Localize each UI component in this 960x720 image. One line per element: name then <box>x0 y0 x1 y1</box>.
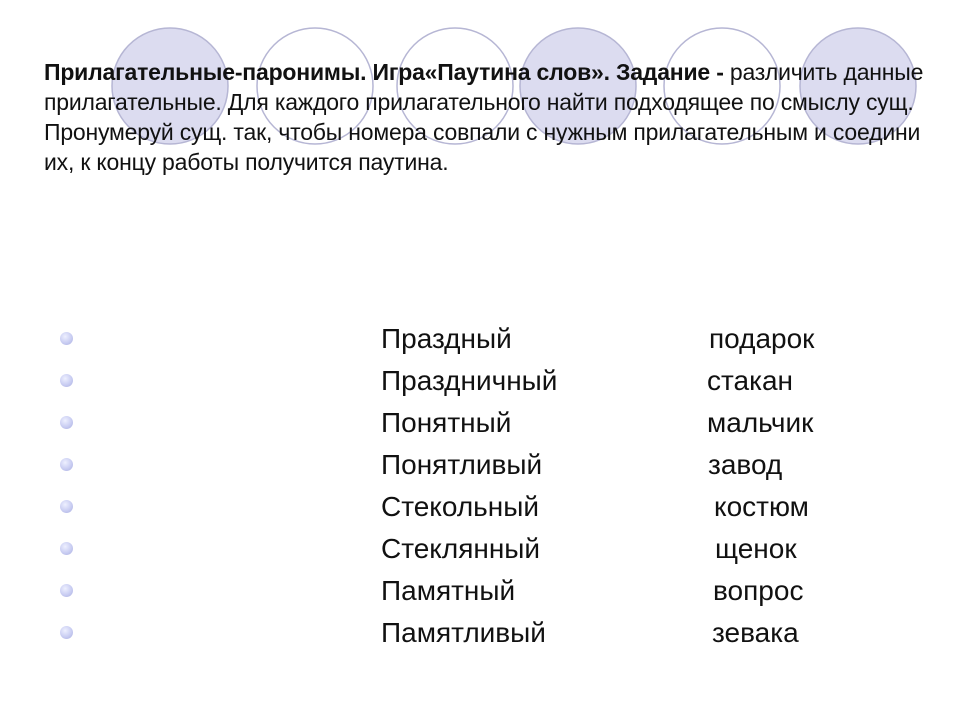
list-item <box>0 570 960 612</box>
bullet-icon <box>60 626 73 639</box>
list-item <box>0 486 960 528</box>
bullet-icon <box>60 584 73 597</box>
noun: стакан <box>707 365 793 396</box>
noun: завод <box>708 449 783 480</box>
bullet-icon <box>60 374 73 387</box>
adjective: Стекольный <box>381 491 539 522</box>
list-item <box>0 444 960 486</box>
adjective: Понятливый <box>381 449 543 480</box>
bullet-icon <box>60 416 73 429</box>
bullet-icon <box>60 332 73 345</box>
slide-title <box>44 57 924 177</box>
title-regular-part: различить данные прилагательные. Для каждого прилагательного найти подходящее по смыслу сущ. Пронумеруй сущ. так, чтобы номера совпали с нужным прилагательным и соедини их, к концу работы получится паутина. <box>44 59 924 175</box>
list-item <box>0 528 960 570</box>
list-item <box>0 402 960 444</box>
adjective: Понятный <box>381 407 512 438</box>
noun: костюм <box>714 491 809 522</box>
noun: щенок <box>715 533 797 564</box>
adjective: Праздный <box>381 323 512 354</box>
list-item <box>0 612 960 654</box>
list-item <box>0 360 960 402</box>
bullet-icon <box>60 542 73 555</box>
adjective: Памятливый <box>381 617 546 648</box>
bullet-icon <box>60 458 73 471</box>
adjective: Стеклянный <box>381 533 541 564</box>
noun: вопрос <box>713 575 804 606</box>
title-bold-part: Прилагательные-паронимы. Игра«Паутина слов». Задание - <box>44 59 724 85</box>
noun: зевака <box>712 617 799 648</box>
adjective: Праздничный <box>381 365 558 396</box>
noun: мальчик <box>707 407 814 438</box>
bullet-icon <box>60 500 73 513</box>
list-item <box>0 318 960 360</box>
adjective: Памятный <box>381 575 516 606</box>
noun: подарок <box>709 323 815 354</box>
